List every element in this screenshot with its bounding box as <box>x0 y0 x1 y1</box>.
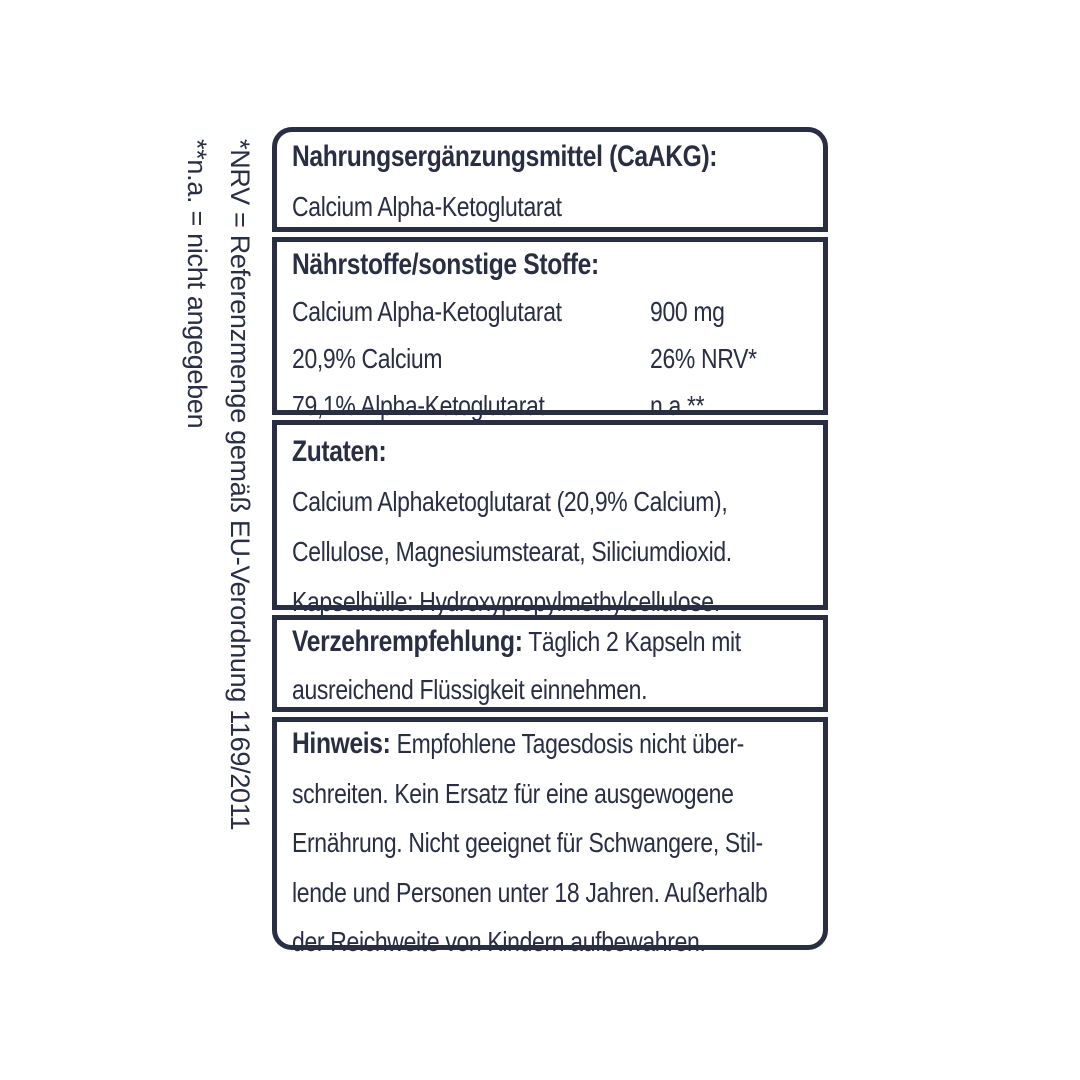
ingredients-text: Kapselhülle: Hydroxypropylmethylcellulose. <box>292 586 720 617</box>
dosage-text: ausreichend Flüssigkeit einnehmen. <box>292 674 648 705</box>
dosage-line <box>292 668 815 716</box>
ingredients-title: Zutaten: <box>292 435 387 468</box>
nutrient-row <box>292 385 815 432</box>
warning-rest: Empfohlene Tagesdosis nicht über- <box>390 728 744 759</box>
dosage-title: Verzehrempfehlung: <box>292 625 523 658</box>
nutrient-value: 900 mg <box>650 296 725 327</box>
warning-text: Ernährung. Nicht geeignet für Schwangere, Stil- <box>292 827 763 858</box>
warning-line <box>292 821 815 871</box>
section-nutrients <box>272 237 828 421</box>
product-substance: Calcium Alpha-Ketoglutarat <box>292 191 562 222</box>
warning-line <box>292 871 815 921</box>
warning-line <box>292 772 815 822</box>
section-dosage <box>272 615 828 712</box>
product-substance-line <box>292 184 815 234</box>
na-footnote: **n.a. = nicht angegeben <box>182 139 212 429</box>
dosage-text <box>292 620 741 663</box>
supplement-facts-label <box>272 127 828 957</box>
ingredients-text: Cellulose, Magnesiumstearat, Siliciumdioxid. <box>292 536 732 567</box>
nutrients-title-line <box>292 244 815 291</box>
ingredients-line <box>292 479 815 529</box>
warning-text: der Reichweite von Kindern aufbewahren. <box>292 926 706 957</box>
nutrient-row <box>292 291 815 338</box>
warning-text <box>292 722 744 767</box>
section-ingredients <box>272 420 828 617</box>
product-title: Nahrungsergänzungsmittel (CaAKG): <box>292 140 718 173</box>
dosage-rest: Täglich 2 Kapseln mit <box>522 626 741 657</box>
nutrient-value: n.a.** <box>650 390 705 421</box>
warning-text: lende und Personen unter 18 Jahren. Außerhalb <box>292 876 768 908</box>
product-title-line <box>292 134 815 184</box>
nutrient-row <box>292 338 815 385</box>
warning-text: schreiten. Kein Ersatz für eine ausgewogene <box>292 777 734 809</box>
warning-line <box>292 920 815 970</box>
section-product-name <box>272 127 828 232</box>
side-footnotes-vertical <box>175 139 261 831</box>
nutrient-name: 20,9% Calcium <box>292 343 443 374</box>
warning-title: Hinweis: <box>292 727 391 760</box>
nrv-footnote: *NRV = Referenzmenge gemäß EU-Verordnung 1169/2011 <box>225 139 255 831</box>
nutrient-name: 79,1% Alpha-Ketoglutarat <box>292 390 545 421</box>
nutrients-title: Nährstoffe/sonstige Stoffe: <box>292 248 599 281</box>
ingredients-text: Calcium Alphaketoglutarat (20,9% Calcium), <box>292 486 728 517</box>
warning-line <box>292 722 815 772</box>
dosage-line <box>292 620 815 668</box>
ingredients-line <box>292 529 815 579</box>
nutrient-value: 26% NRV* <box>650 343 757 374</box>
section-warning <box>272 717 828 957</box>
nutrient-name: Calcium Alpha-Ketoglutarat <box>292 296 562 327</box>
ingredients-title-line <box>292 429 815 479</box>
